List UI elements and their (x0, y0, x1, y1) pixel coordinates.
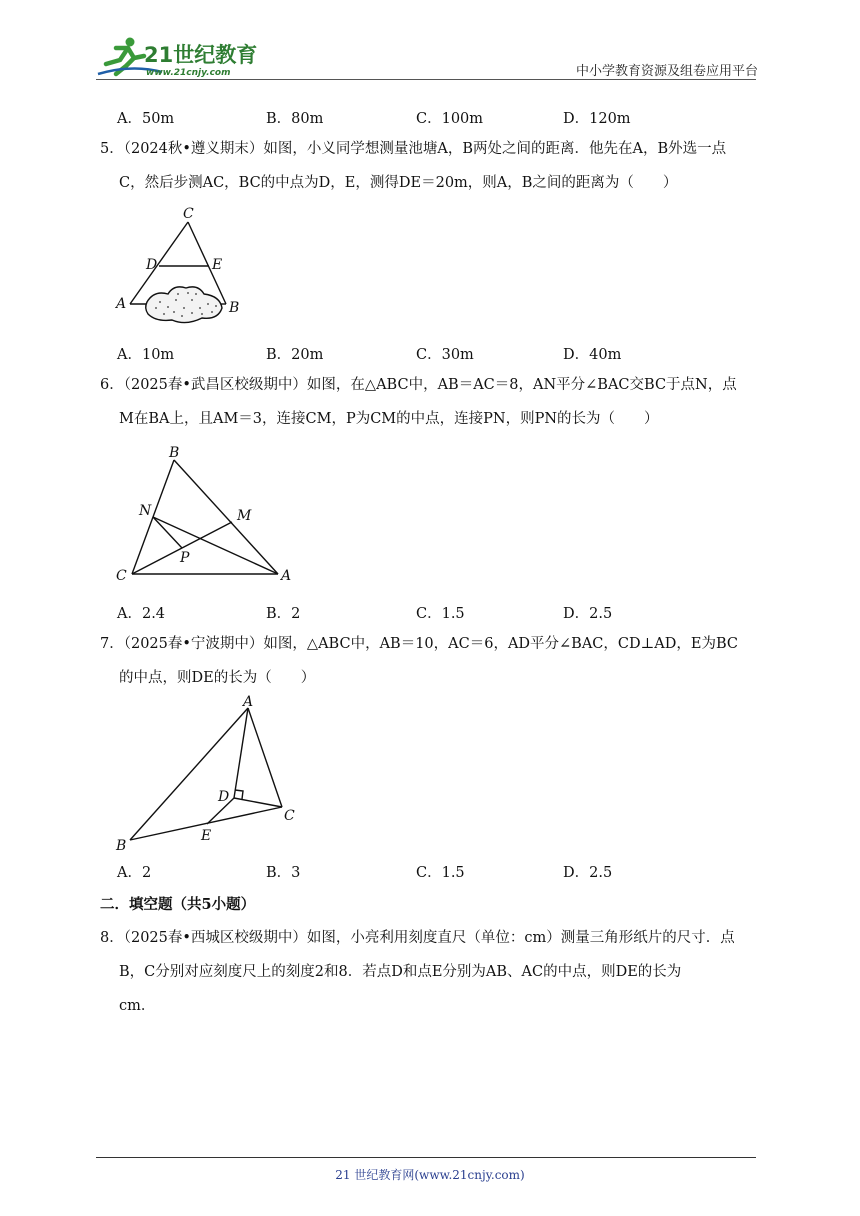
q4-option-a[interactable]: A．50m (117, 111, 175, 127)
question-6 (100, 368, 764, 436)
q4-option-b[interactable]: B．80m (266, 111, 324, 127)
q6-label-a: A (281, 568, 292, 584)
q6-stem-line1: 6．（2025春•武昌区校级期中）如图，在△ABC中，AB＝AC＝8，AN平分∠BAC交BC于点N，点 (100, 377, 737, 393)
q5-option-a[interactable]: A．10m (117, 347, 175, 363)
q7-stem-line2: 的中点，则DE的长为（ ） (119, 670, 316, 686)
q7-stem-line1: 7．（2025春•宁波期中）如图，△ABC中，AB＝10，AC＝6，AD平分∠BAC，CD⊥AD，E为BC (100, 636, 738, 652)
q5-label-b: B (229, 300, 240, 316)
q5-label-a: A (116, 296, 127, 312)
q8-stem-line2: B，C分别对应刻度尺上的刻度2和8．若点D和点E分别为AB、AC的中点，则DE的长为 (119, 964, 682, 980)
q6-label-p: P (180, 550, 190, 566)
logo-text: 21世纪教育 (144, 43, 258, 67)
q7-option-c[interactable]: C．1.5 (416, 865, 465, 881)
q6-label-m: M (237, 508, 252, 524)
q6-option-c[interactable]: C．1.5 (416, 606, 465, 622)
footer-text[interactable]: 21 世纪教育网(www.21cnjy.com) (335, 1168, 525, 1182)
site-logo (92, 34, 262, 80)
q7-label-c: C (284, 808, 295, 824)
q7-option-d[interactable]: D．2.5 (563, 865, 613, 881)
q6-option-d[interactable]: D．2.5 (563, 606, 613, 622)
q6-stem-line2: M在BA上，且AM＝3，连接CM，P为CM的中点，连接PN，则PN的长为（ ） (119, 411, 659, 427)
question-7 (100, 627, 764, 695)
q7-option-a[interactable]: A．2 (117, 865, 152, 881)
q5-option-d[interactable]: D．40m (563, 347, 622, 363)
q5-label-e: E (212, 257, 223, 273)
q6-label-b: B (169, 445, 180, 461)
q7-figure-triangle (112, 694, 302, 854)
q5-label-c: C (183, 206, 194, 222)
q8-stem-line1: 8．（2025春•西城区校级期中）如图，小亮利用刻度直尺（单位：cm）测量三角形纸片的尺寸．点 (100, 930, 735, 946)
q5-figure-pond (112, 204, 252, 328)
q5-label-d: D (146, 257, 158, 273)
q6-option-a[interactable]: A．2.4 (117, 606, 166, 622)
q4-option-d[interactable]: D．120m (563, 111, 631, 127)
q6-label-c: C (116, 568, 127, 584)
q8-stem-line3: cm． (119, 998, 156, 1014)
q7-label-b: B (116, 838, 127, 854)
header-divider (96, 79, 756, 80)
q4-option-c[interactable]: C．100m (416, 111, 484, 127)
q5-option-c[interactable]: C．30m (416, 347, 474, 363)
q7-label-a: A (243, 694, 254, 710)
header-platform-text: 中小学教育资源及组卷应用平台 (575, 64, 758, 79)
q5-stem-line2: C，然后步测AC，BC的中点为D，E，测得DE＝20m，则A，B之间的距离为（ ） (119, 175, 678, 191)
q5-stem-line1: 5．（2024秋•遵义期末）如图，小义同学想测量池塘A，B两处之间的距离．他先在A，B外选一点 (100, 141, 727, 157)
section-2-title: 二．填空题（共5小题） (100, 896, 256, 913)
footer-divider (96, 1157, 756, 1158)
q7-label-e: E (201, 828, 212, 844)
question-5 (100, 132, 764, 200)
q6-option-b[interactable]: B．2 (266, 606, 301, 622)
question-8 (100, 921, 764, 1023)
q6-figure-triangle (112, 440, 302, 586)
q6-label-n: N (139, 503, 152, 519)
q5-option-b[interactable]: B．20m (266, 347, 324, 363)
logo-url: www.21cnjy.com (146, 68, 231, 78)
q7-option-b[interactable]: B．3 (266, 865, 301, 881)
q7-label-d: D (218, 789, 230, 805)
